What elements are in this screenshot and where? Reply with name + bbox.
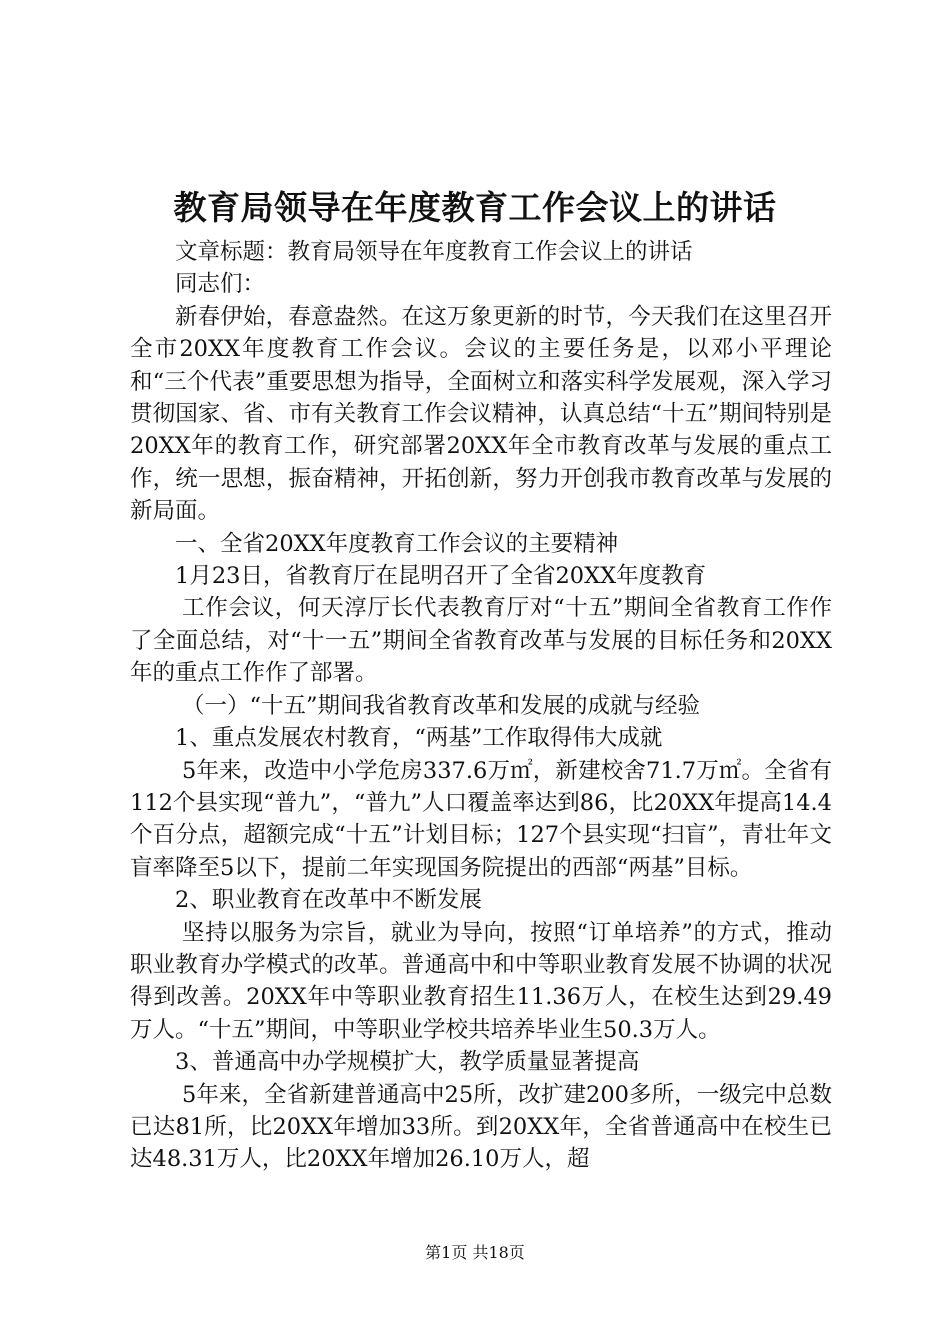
- paragraph-intro: 新春伊始，春意盎然。在这万象更新的时节，今天我们在这里召开全市20XX年度教育工作会议。会议的主要任务是，以邓小平理论和“三个代表”重要思想为指导，全面树立和落实科学发展观，深入学习贯彻国家、省、市有关教育工作会议精神，认真总结“十五”期间特别是20XX年的教育工作，研究部署20XX年全市教育改革与发展的重点工作，统一思想，振奋精神，开拓创新，努力开创我市教育改革与发展的新局面。: [130, 303, 832, 525]
- document-body: [130, 236, 832, 1176]
- document-title: 教育局领导在年度教育工作会议上的讲话: [173, 188, 777, 227]
- paragraph-vocational-education: 坚持以服务为宗旨，就业为导向，按照“订单培养”的方式，推动职业教育办学模式的改革。普通高中和中等职业教育发展不协调的状况得到改善。20XX年中等职业教育招生11.36万人，在校生达到29.49万人。“十五”期间，中等职业学校共培养毕业生50.3万人。: [130, 919, 832, 1043]
- salutation: 同志们：: [175, 271, 266, 298]
- item-heading-3: 3、普通高中办学规模扩大，教学质量显著提高: [175, 1049, 640, 1076]
- section-heading-1: 一、全省20XX年度教育工作会议的主要精神: [175, 530, 619, 557]
- paragraph-rural-education: 5年来，改造中小学危房337.6万㎡，新建校舍71.7万㎡。全省有112个县实现“普九”，“普九”人口覆盖率达到86，比20XX年提高14.4个百分点，超额完成“十五”计划目标；127个县实现“扫盲”，青壮年文盲率降至5以下，提前二年实现国务院提出的西部“两基”目标。: [130, 757, 832, 881]
- article-title-line: 文章标题：教育局领导在年度教育工作会议上的讲话: [175, 239, 693, 265]
- item-heading-1: 1、重点发展农村教育，“两基”工作取得伟大成就: [175, 725, 663, 752]
- item-heading-2: 2、职业教育在改革中不断发展: [175, 887, 482, 914]
- subsection-heading-1: （一）“十五”期间我省教育改革和发展的成就与经验: [182, 692, 701, 719]
- paragraph-high-school: 5年来，全省新建普通高中25所，改扩建200多所，一级完中总数已达81所，比20XX年增加33所。到20XX年，全省普通高中在校生已达48.31万人，比20XX年增加26.10万人，超: [130, 1081, 832, 1173]
- page-number: 第1页 共18页: [425, 1243, 525, 1262]
- paragraph-meeting-date: 1月23日，省教育厅在昆明召开了全省20XX年度教育: [175, 563, 707, 590]
- paragraph-meeting-summary: 工作会议，何天淳厅长代表教育厅对“十五”期间全省教育工作作了全面总结，对“十一五”期间全省教育改革与发展的目标任务和20XX年的重点工作作了部署。: [130, 595, 832, 687]
